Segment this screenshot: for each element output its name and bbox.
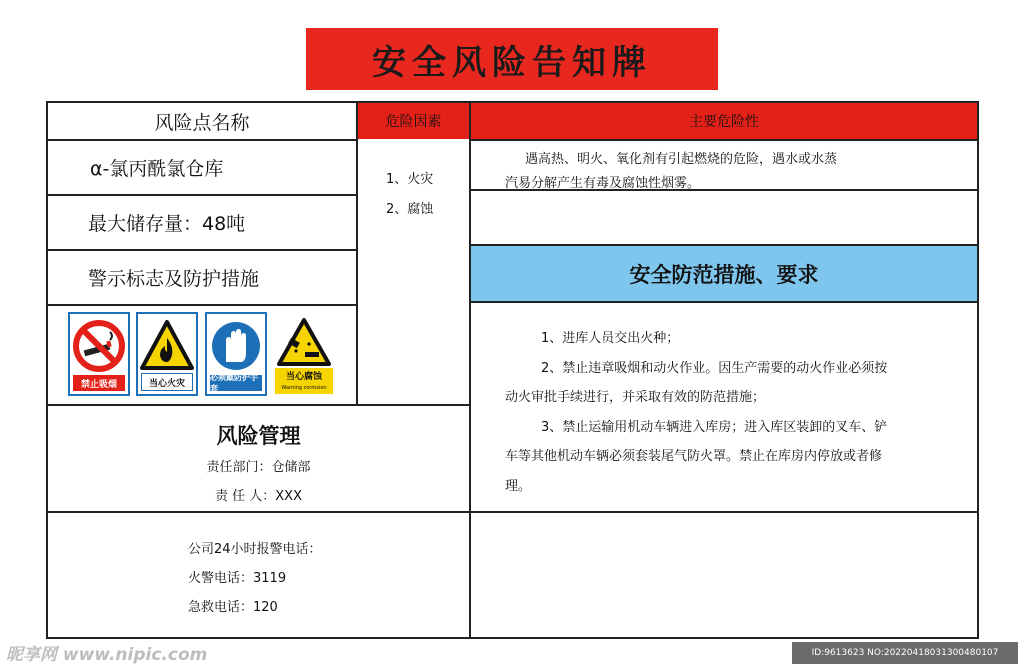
fire-phone: 火警电话：3119 [188, 571, 287, 586]
sign-corrosion-warning [273, 312, 335, 396]
measure-line: 车等其他机动车辆必须套装尾气防火罩。禁止在库房内停放或者修 [505, 449, 883, 464]
risk-management-title: 风险管理 [216, 424, 301, 448]
no-smoking-icon [70, 316, 128, 376]
measure-line: 动火审批手续进行，并采取有效的防范措施； [505, 390, 766, 405]
hazard-item-1: 1、火灾 [386, 172, 434, 187]
emergency-intro: 公司24小时报警电话： [188, 542, 322, 557]
risk-point-name: α-氯丙酰氯仓库 [90, 158, 224, 180]
sign-label: 当心腐蚀 [285, 371, 322, 382]
sign-sublabel: Warning corrosion [281, 385, 327, 391]
risk-point-header: 风险点名称 [154, 111, 250, 134]
measure-line: 2、禁止违章吸烟和动火作业。因生产需要的动火作业必须按 [541, 360, 888, 376]
responsible-person: 责 任 人：XXX [215, 489, 302, 504]
measures-body [505, 324, 965, 501]
measures-title: 安全防范措施、要求 [471, 244, 977, 303]
danger-text-line2: 汽易分解产生有毒及腐蚀性烟雾。 [505, 176, 701, 191]
warning-signs-label: 警示标志及防护措施 [88, 268, 260, 290]
corrosion-warning-icon [275, 316, 333, 372]
sign-fire-warning [136, 312, 198, 396]
board-title: 安全风险告知牌 [306, 28, 718, 90]
sign-label: 必须戴防护手套 [210, 375, 262, 391]
gloves-icon [207, 316, 265, 376]
responsible-dept: 责任部门：仓储部 [206, 460, 311, 475]
danger-header: 主要危险性 [471, 103, 977, 139]
measure-line: 理。 [505, 478, 532, 494]
max-storage: 最大储存量：48吨 [88, 213, 246, 235]
sign-gloves [205, 312, 267, 396]
danger-text-line1: 遇高热、明火、氧化剂有引起燃烧的危险，遇水或水蒸 [525, 152, 838, 167]
fire-warning-icon [138, 316, 196, 376]
watermark-brand: 昵享网 www.nipic.com [6, 645, 208, 665]
watermark-id: ID:9613623 NO:20220418031300480107 [792, 642, 1018, 664]
sign-label: 禁止吸烟 [73, 375, 125, 391]
hazard-header: 危险因素 [358, 103, 469, 139]
hazard-item-2: 2、腐蚀 [386, 202, 434, 217]
sign-no-smoking [68, 312, 130, 396]
measure-line: 3、禁止运输用机动车辆进入库房；进入库区装卸的叉车、铲 [541, 419, 888, 435]
ambulance-phone: 急救电话：120 [188, 600, 278, 615]
measure-line: 1、进库人员交出火种； [541, 331, 680, 346]
sign-label: 当心火灾 [141, 373, 193, 391]
